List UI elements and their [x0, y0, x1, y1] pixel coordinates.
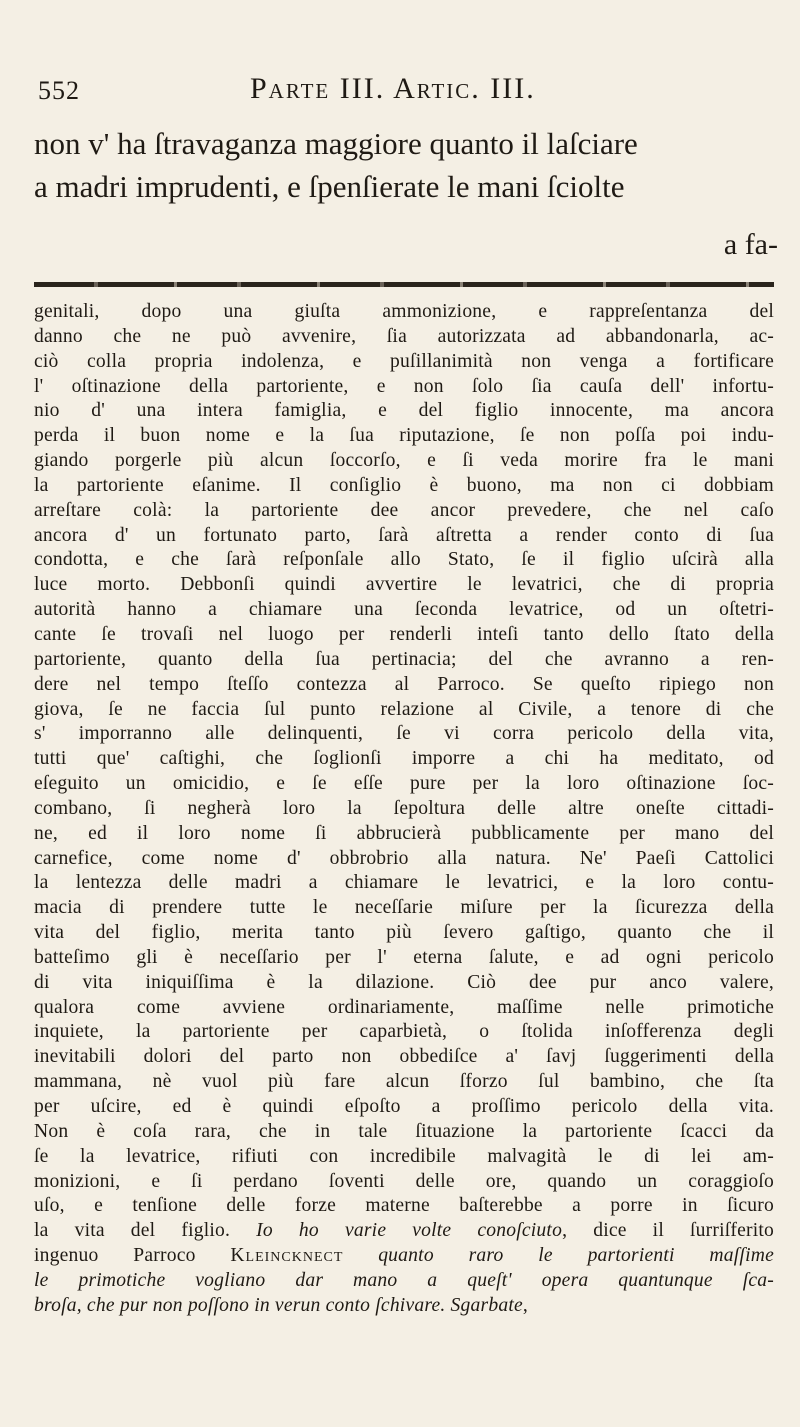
footnote-line: ne, ed il loro nome ſi abbrucierà pubblicamente per mano del	[34, 822, 774, 844]
footnote-line: per uſcire, ed è quindi eſpoſto a proſſimo pericolo della vita.	[34, 1096, 774, 1117]
footnote-line: monizioni, e ſi perdano ſoventi delle ore, quando un coraggioſo	[34, 1170, 774, 1192]
footnote-line: genitali, dopo una giuſta ammonizione, e rappreſentanza del	[34, 301, 774, 322]
footnote-line: giova, ſe ne faccia ſul punto relazione al Civile, a tenore di che	[34, 698, 774, 720]
footnote-line: tutti que' caſtighi, che ſoglionſi imporre a chi ha meditato, od	[34, 748, 774, 770]
footnote-line: danno che ne può avvenire, ſia autorizzata ad abbandonarla, ac-	[34, 325, 774, 347]
footnote-line: eſeguito un omicidio, e ſe eſſe pure per la loro oſtinazione ſoc-	[34, 773, 774, 795]
footnote-text	[34, 300, 774, 1319]
footnote-line: la partoriente eſanime. Il conſiglio è buono, ma non ci dobbiam	[34, 474, 774, 496]
footnote-line: uſo, e tenſione delle forze materne baſterebbe a porre in ſicuro	[34, 1195, 774, 1217]
footnote-quote-italic: quanto raro le partorienti maſſime	[378, 1245, 774, 1267]
page-header	[38, 72, 768, 116]
footnote-line: batteſimo gli è neceſſario per l' eterna ſalute, e ad ogni pericolo	[34, 946, 774, 968]
footnote-quote-italic: broſa, che pur non poſſono in verun conto ſchivare. Sgarbate	[34, 1294, 523, 1316]
footnote-line: la lentezza delle madri a chiamare le levatrici, e la loro contu-	[34, 872, 774, 894]
footnote-line: inevitabili dolori del parto non obbediſce a' ſavj ſuggerimenti della	[34, 1046, 774, 1068]
footnote-separator-rule	[34, 282, 774, 287]
footnote-line: giando porgerle più alcun ſoccorſo, e ſi veda morire fra le mani	[34, 450, 774, 472]
footnote-line: macia di prendere tutte le neceſſarie miſure per la ſicurezza della	[34, 897, 774, 919]
footnote-line: inquiete, la partoriente per caparbietà, o ſtolida inſofferenza degli	[34, 1021, 774, 1043]
footnote-line: ciò colla propria indolenza, e puſillanimità non venga a fortificare	[34, 350, 774, 372]
running-head: Parte III. Artic. III.	[250, 72, 536, 105]
page-number: 552	[38, 76, 80, 105]
footnote-line: autorità hanno a chiamare una ſeconda levatrice, od un oſtetri-	[34, 599, 774, 621]
footnote-line	[34, 1219, 774, 1244]
footnote-line	[34, 1269, 774, 1294]
footnote-line: l' oſtinazione della partoriente, e non ſolo ſia cauſa dell' infortu-	[34, 375, 774, 397]
author-name: Kleincknect	[230, 1245, 344, 1267]
footnote-line: perda il buon nome e la ſua riputazione, ſe non poſſa poi indu-	[34, 425, 774, 447]
main-text-line: a madri imprudenti, e ſpenſierate le mani ſciolte	[34, 169, 625, 204]
footnote-text-roman: la vita del figlio.	[34, 1220, 231, 1242]
footnote-line: di vita iniquiſſima è la dilazione. Ciò dee pur anco valere,	[34, 971, 774, 993]
catchword: a fa-	[723, 228, 778, 261]
footnote-line: condotta, e che ſarà reſponſale allo Stato, ſe il figlio uſcirà alla	[34, 549, 774, 571]
main-text-line: non v' ha ſtravaganza maggiore quanto il laſciare	[34, 126, 638, 161]
footnote-text-roman: , dice il ſurriſferito	[562, 1220, 775, 1242]
footnote-line: Non è coſa rara, che in tale ſituazione la partoriente ſcacci da	[34, 1120, 774, 1142]
main-text-paragraph	[34, 122, 774, 208]
footnote-quote-italic: le primotiche vogliano dar mano a queſt' opera quantunque ſca-	[34, 1269, 774, 1291]
footnote-line: nio d' una intera famiglia, e del figlio innocente, ma ancora	[34, 400, 774, 422]
footnote-text-roman: ,	[522, 1294, 528, 1316]
footnote-line: mammana, nè vuol più fare alcun ſforzo ſul bambino, che ſta	[34, 1071, 774, 1093]
footnote-line: arreſtare colà: la partoriente dee ancor prevedere, che nel caſo	[34, 499, 774, 521]
footnote-line: s' imporranno alle delinquenti, ſe vi corra pericolo della vita,	[34, 723, 774, 745]
footnote-line	[34, 1244, 774, 1269]
footnote-line: combano, ſi negherà loro la ſepoltura delle altre oneſte cittadi-	[34, 797, 774, 819]
footnote-line	[34, 1294, 774, 1319]
footnote-line: luce morto. Debbonſi quindi avvertire le levatrici, che di propria	[34, 574, 774, 596]
footnote-line: ſe la levatrice, rifiuti con incredibile malvagità le di lei am-	[34, 1145, 774, 1167]
footnote-line: carnefice, come nome d' obbrobrio alla natura. Ne' Paeſi Cattolici	[34, 847, 774, 869]
footnote-line: vita del figlio, merita tanto più ſevero gaſtigo, quanto che il	[34, 922, 774, 944]
footnote-line: cante ſe trovaſi nel luogo per renderli inteſi tanto dello ſtato della	[34, 623, 774, 645]
footnote-quote-italic: Io ho varie volte conoſciuto	[256, 1220, 563, 1242]
footnote-line: dere nel tempo ſteſſo contezza al Parroco. Se queſto ripiego non	[34, 673, 774, 695]
footnote-line: ancora d' un fortunato parto, ſarà aſtretta a render conto di ſua	[34, 524, 774, 546]
footnote-line: qualora come avviene ordinariamente, maſſime nelle primotiche	[34, 996, 774, 1018]
footnote-text-roman: ingenuo Parroco	[34, 1245, 196, 1267]
footnote-line: partoriente, quanto della ſua pertinacia; del che avranno a ren-	[34, 648, 774, 670]
